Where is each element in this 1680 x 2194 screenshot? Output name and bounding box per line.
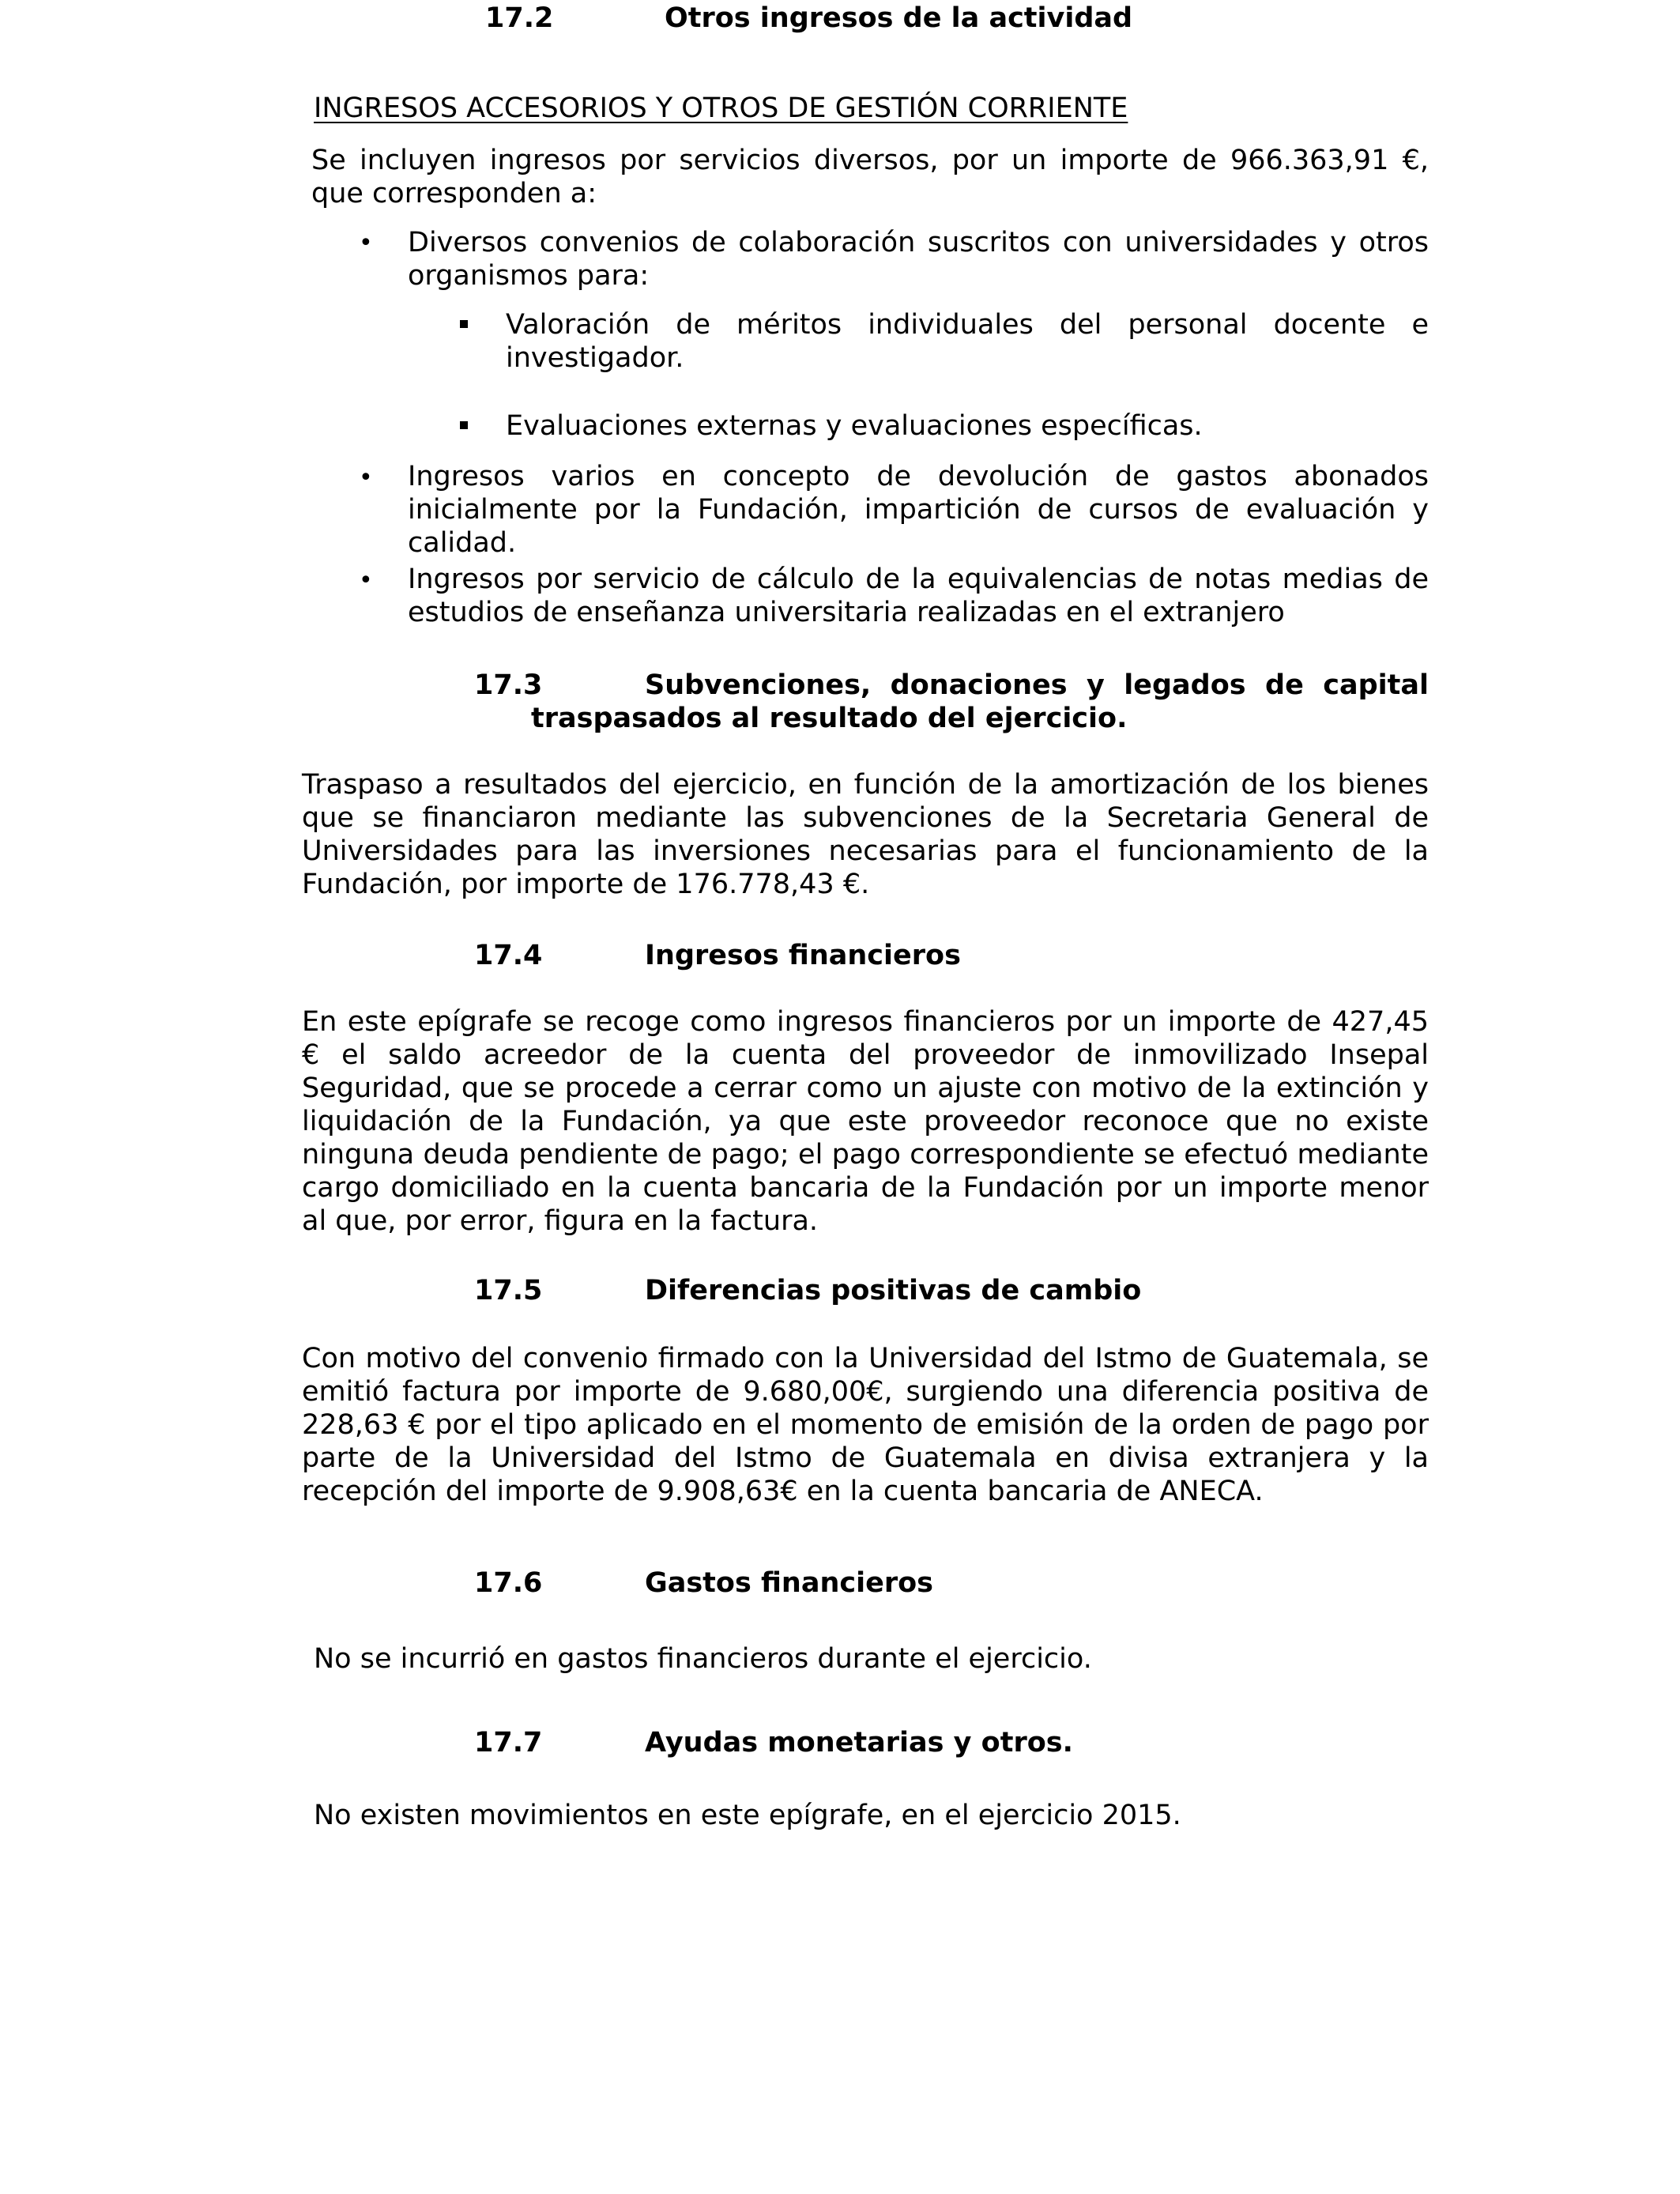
section-number: 17.5 <box>474 1275 543 1306</box>
section-body: Con motivo del convenio firmado con la Universidad del Istmo de Guatemala, se emitió factura por importe de 9.680,00€, surgiendo una diferencia positiva de 228,63 € por el tipo aplicado en el momento de emisión de la orden de pago por parte de la Universidad del Istmo de Guatemala en divisa extranjera y la recepción del importe de 9.908,63€ en la cuenta bancaria de ANECA. <box>302 1343 1429 1507</box>
subheading: INGRESOS ACCESORIOS Y OTROS DE GESTIÓN CORRIENTE <box>314 92 1128 124</box>
section-title-line1: Subvenciones, donaciones y legados de capital <box>645 669 1429 701</box>
square-bullet-icon <box>460 320 468 328</box>
section-title: Ayudas monetarias y otros. <box>645 1727 1073 1759</box>
section-body: No existen movimientos en este epígrafe, en el ejercicio 2015. <box>314 1800 1181 1831</box>
bullet-icon: • <box>359 567 373 594</box>
section-body: En este epígrafe se recoge como ingresos financieros por un importe de 427,45 € el saldo acreedor de la cuenta del proveedor de inmovilizado Insepal Seguridad, que se procede a cerrar como un ajuste con motivo de la extinción y liquidación de la Fundación, ya que este proveedor reconoce que no existe ninguna deuda pendiente de pago; el pago correspondiente se efectuó mediante cargo domiciliado en la cuenta bancaria de la Fundación por un importe menor al que, por error, figura en la factura. <box>302 1006 1429 1237</box>
section-number: 17.2 <box>485 2 554 34</box>
list-item: Diversos convenios de colaboración suscritos con universidades y otros organismos para: <box>408 227 1429 292</box>
section-body: No se incurrió en gastos financieros durante el ejercicio. <box>314 1643 1092 1675</box>
list-item: Ingresos por servicio de cálculo de la equivalencias de notas medias de estudios de enseñanza universitaria realizadas en el extranjero <box>408 564 1429 628</box>
sub-list-item: Evaluaciones externas y evaluaciones específicas. <box>506 410 1203 442</box>
bullet-icon: • <box>359 464 373 492</box>
intro-paragraph: Se incluyen ingresos por servicios diversos, por un importe de 966.363,91 €, que corresponden a: <box>311 145 1429 209</box>
bullet-icon: • <box>359 229 373 257</box>
section-title: Ingresos financieros <box>645 940 961 971</box>
section-number: 17.4 <box>474 940 543 971</box>
section-title: Otros ingresos de la actividad <box>665 2 1133 34</box>
section-number: 17.7 <box>474 1727 543 1759</box>
section-title: Diferencias positivas de cambio <box>645 1275 1142 1306</box>
sub-list-item: Valoración de méritos individuales del personal docente e investigador. <box>506 309 1429 374</box>
section-number: 17.3 <box>474 669 543 701</box>
square-bullet-icon <box>460 421 468 429</box>
section-title: Gastos financieros <box>645 1567 933 1599</box>
section-number: 17.6 <box>474 1567 543 1599</box>
list-item: Ingresos varios en concepto de devolución de gastos abonados inicialmente por la Fundación, impartición de cursos de evaluación y calidad. <box>408 461 1429 559</box>
section-title-line2: traspasados al resultado del ejercicio. <box>531 703 1128 734</box>
section-body: Traspaso a resultados del ejercicio, en función de la amortización de los bienes que se financiaron mediante las subvenciones de la Secretaria General de Universidades para las inversiones necesarias para el funcionamiento de la Fundación, por importe de 176.778,43 €. <box>302 769 1429 900</box>
